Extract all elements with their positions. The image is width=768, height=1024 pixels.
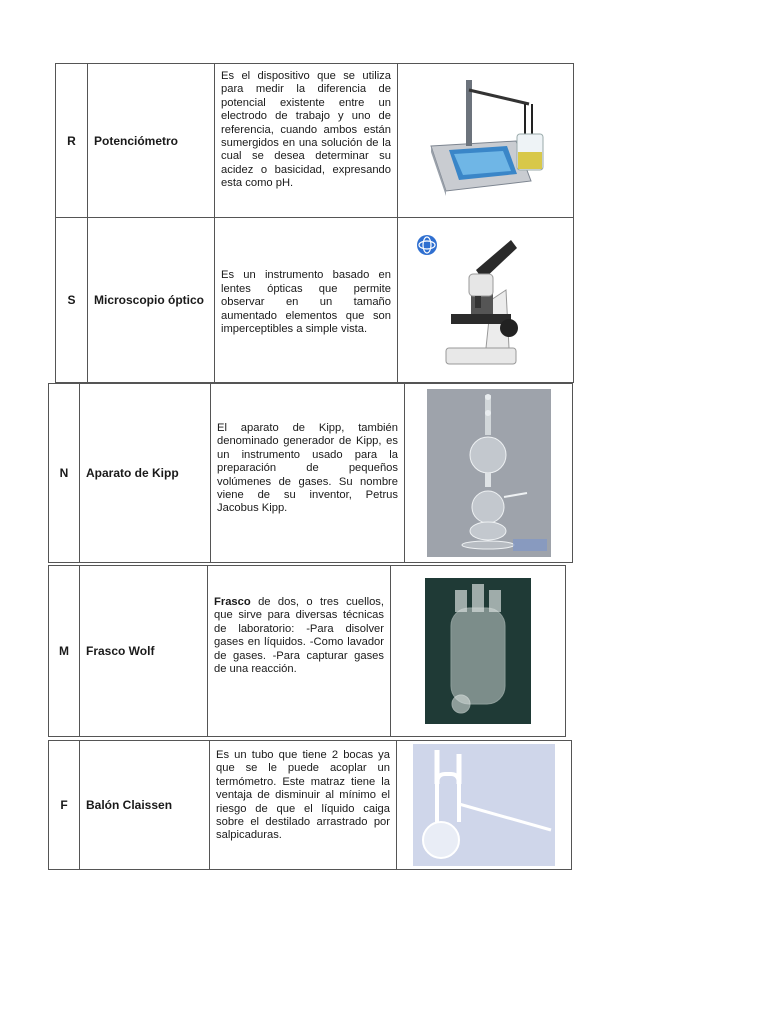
table-block-2 [48,383,573,563]
instrument-image-cell [398,64,573,217]
kipp-apparatus-icon [427,389,551,557]
instrument-name: Frasco Wolf [80,566,208,736]
table-row-s [56,218,573,382]
row-letter: M [49,566,80,736]
microscope-icon [431,230,541,370]
table-block-1 [55,63,574,383]
row-letter: S [56,218,88,382]
instrument-description: Es un tubo que tiene 2 bocas ya que se le puede acoplar un termómetro. Este matraz tiene la ventaja de disminuir al mínimo el riesgo de que el líquido caiga sobre el destilado arrastrado por salpicaduras. [210,741,397,869]
wolff-bottle-icon [425,578,531,724]
instrument-description: Es un instrumento basado en lentes ópticas que permite observar en un tamaño aumentado elementos que son imperceptibles a simple vista. [215,218,398,382]
row-letter: F [49,741,80,869]
table-row-r [56,64,573,218]
table-row-f [49,741,571,869]
instrument-description: El aparato de Kipp, también denominado generador de Kipp, es un instrumento usado para la preparación de pequeños volúmenes de gases. Su nombre viene de su inventor, Petrus Jacobus Kipp. [211,384,405,562]
globe-logo-icon [416,234,438,256]
ph-meter-icon [421,76,551,206]
table-row-n [49,384,572,562]
description-bold-word: Frasco [214,596,251,608]
claisen-flask-icon [413,744,555,866]
instrument-description: Es el dispositivo que se utiliza para medir la diferencia de potencial existente entre un electrodo de trabajo y uno de referencia, cuando ambos están sumergidos en una solución de la cual se desea determinar su acidez o basicidad, expresando esta como pH. [215,64,398,217]
instrument-name: Balón Claissen [80,741,210,869]
instrument-description: Frasco de dos, o tres cuellos, que sirve para diversas técnicas de laboratorio: -Para disolver gases en líquidos. -Como lavador de gases. -Para capturar gases de una reacción. [208,566,391,736]
instrument-name: Potenciómetro [88,64,215,217]
instrument-name: Aparato de Kipp [80,384,211,562]
instrument-name: Microscopio óptico [88,218,215,382]
instrument-image-cell [398,218,573,382]
row-letter: R [56,64,88,217]
row-letter: N [49,384,80,562]
instrument-image-cell [391,566,565,736]
table-block-3 [48,565,566,737]
instrument-image-cell [397,741,571,869]
table-block-4 [48,740,572,870]
instrument-image-cell [405,384,572,562]
table-row-m [49,566,565,736]
